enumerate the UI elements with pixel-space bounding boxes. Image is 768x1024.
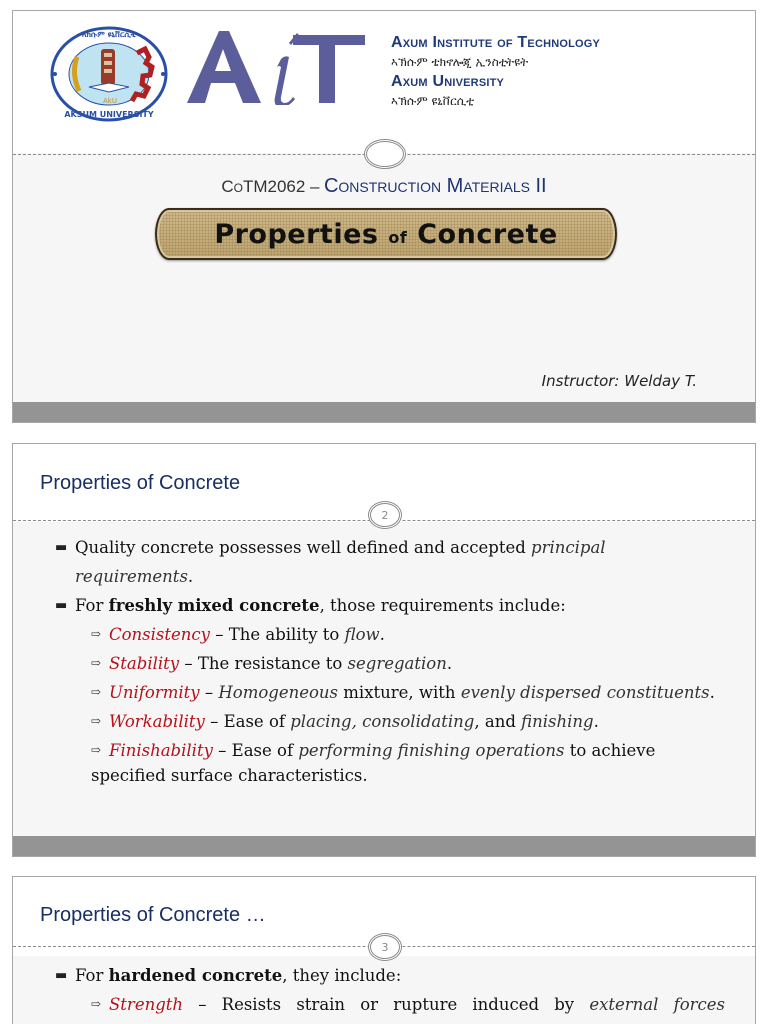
course-name: Construction Materials II <box>323 175 547 197</box>
bullet-item <box>53 591 725 620</box>
presentation-title <box>214 219 557 250</box>
bullet-list <box>53 533 725 787</box>
bullet-text: . <box>187 567 194 586</box>
sub-italic-text: Homogeneous <box>218 683 339 702</box>
university-name-am: ኣኽሱም ዩኒቨርሲቲ <box>391 94 475 108</box>
sub-text: – <box>199 683 219 702</box>
sub-text: . <box>446 654 453 673</box>
arrow-bullet-icon: ⇨ <box>91 627 102 641</box>
sub-text: to achieve <box>564 741 656 760</box>
slide-title: Properties of Concrete … <box>40 904 266 926</box>
title-word-1: Properties <box>214 218 379 250</box>
arrow-bullet-icon: ⇨ <box>91 743 102 757</box>
bullet-bold-text: freshly mixed concrete <box>108 596 320 615</box>
bullet-icon: ▬ <box>55 540 68 555</box>
title-banner <box>155 208 617 260</box>
sub-text: . <box>709 683 715 702</box>
university-name-en: Axum University <box>391 73 505 90</box>
svg-text:AKSUM UNIVERSITY: AKSUM UNIVERSITY <box>64 110 154 119</box>
arrow-bullet-icon: ⇨ <box>91 656 102 670</box>
bullet-text: , those requirements include: <box>319 596 566 615</box>
sub-item-stability <box>53 649 725 678</box>
aksum-university-seal-icon <box>49 25 169 123</box>
sub-italic-text: segregation <box>347 654 447 673</box>
bullet-icon: ▬ <box>55 968 68 983</box>
bullet-icon: ▬ <box>55 598 68 613</box>
bullet-list <box>53 961 725 1019</box>
sub-text: , and <box>474 712 522 731</box>
term: Stability <box>109 654 180 673</box>
bullet-item <box>53 533 725 591</box>
institute-name-en: Axum Institute of Technology <box>391 34 601 51</box>
term: Workability <box>109 712 205 731</box>
sub-italic-text: finishing <box>521 712 594 731</box>
sub-text: – The resistance to <box>179 654 348 673</box>
sub-continuation-text: specified surface characteristics. <box>91 766 368 785</box>
bullet-italic-text: principal requirements <box>75 538 606 586</box>
sub-item-finishability <box>53 736 725 787</box>
sub-text: – Ease of <box>204 712 291 731</box>
slide-title: Properties of Concrete <box>40 472 241 494</box>
instructor-name: Instructor: Welday T. <box>541 372 697 390</box>
page-number-badge: 3 <box>368 933 402 961</box>
arrow-bullet-icon: ⇨ <box>91 714 102 728</box>
term: Uniformity <box>109 683 200 702</box>
sub-text: – Resists strain or rupture induced by <box>183 995 590 1014</box>
sub-item-uniformity <box>53 678 725 707</box>
arrow-bullet-icon: ⇨ <box>91 685 102 699</box>
sub-italic-text: performing finishing operations <box>298 741 565 760</box>
bullet-bold-text: hardened concrete <box>108 966 283 985</box>
page-number-badge <box>364 139 406 169</box>
title-word-2: of <box>388 227 408 247</box>
bullet-text: , they include: <box>282 966 402 985</box>
svg-text:አክሱም ዩኒቨርሲቲ: አክሱም ዩኒቨርሲቲ <box>81 30 137 39</box>
term: Strength <box>109 995 184 1014</box>
term: Consistency <box>109 625 210 644</box>
sub-item-strength <box>53 990 725 1019</box>
sub-italic-text: evenly dispersed constituents <box>460 683 710 702</box>
course-code: CoTM2062 – <box>221 177 320 196</box>
sub-text: . <box>379 625 385 644</box>
slide-title-page[interactable] <box>12 10 756 423</box>
institution-names <box>391 33 600 111</box>
bullet-text: For <box>75 966 109 985</box>
course-heading <box>13 175 755 198</box>
slide-2[interactable] <box>12 443 756 857</box>
arrow-bullet-icon: ⇨ <box>91 997 102 1011</box>
ait-logo-icon <box>185 29 367 105</box>
sub-italic-text: placing, consolidating <box>290 712 475 731</box>
sub-italic-text: external forces <box>589 995 725 1014</box>
page-number-badge: 2 <box>368 501 402 529</box>
term: Finishability <box>109 741 213 760</box>
sub-item-consistency <box>53 620 725 649</box>
title-word-3: Concrete <box>417 218 558 250</box>
svg-text:AkU: AkU <box>103 97 117 105</box>
sub-text: – Ease of <box>212 741 299 760</box>
slide-footer-bar <box>13 402 755 422</box>
bullet-text: For <box>75 596 109 615</box>
bullet-text: Quality concrete possesses well defined and accepted <box>75 538 532 557</box>
bullet-item <box>53 961 725 990</box>
institute-name-am: ኣኽሱም ቴክኖሎጂ ኢንስቲትዩት <box>391 55 529 69</box>
slide-3[interactable] <box>12 876 756 1024</box>
sub-text: mixture, with <box>338 683 461 702</box>
sub-item-workability <box>53 707 725 736</box>
sub-text: – The ability to <box>209 625 345 644</box>
sub-text: . <box>593 712 599 731</box>
slide-footer-bar <box>13 836 755 856</box>
sub-italic-text: flow <box>344 625 380 644</box>
